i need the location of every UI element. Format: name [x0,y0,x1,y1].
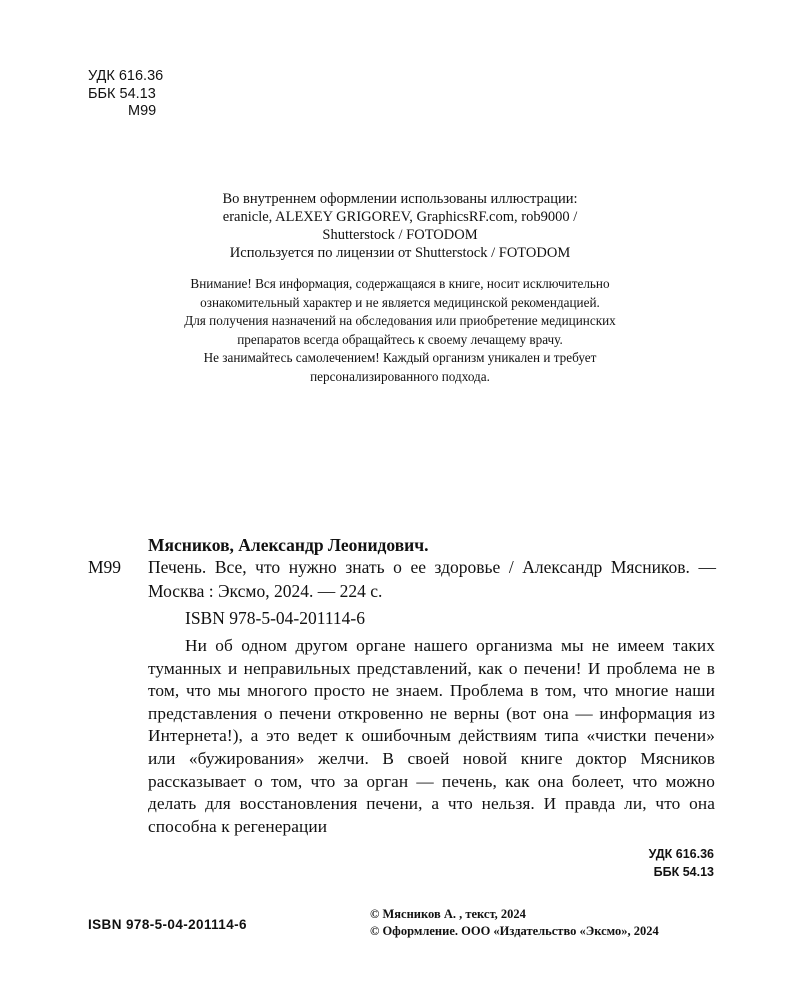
book-annotation: Ни об одном другом органе нашего организма мы не имеем таких туманных и неправильных представлений, как о печени! И проблема не в том, что мы многого просто не знаем. Проблема в том, что многие наши представления о печени откровенно не верны (вот она — информация из Интернета!), а это ведет к ошибочным действиям типа «чистки печени» или «бужирования» желчи. В своей новой книге доктор Мясников рассказывает о том, что за орган — печень, как она болеет, что можно делать для восстановления печени, а что нельзя. И правда ли, что она способна к регенерации [148,636,715,836]
catalog-udk: УДК 616.36 [648,847,714,861]
credits-line: Shutterstock / FOTODOM [322,227,478,243]
credits-line: eranicle, ALEXEY GRIGOREV, GraphicsRF.com, rob9000 / [222,209,578,225]
credits-line: Во внутреннем оформлении использованы иллюстрации: [222,191,578,207]
author-mark: М99 [128,103,157,119]
disclaimer-line: персонализированного подхода. [310,368,490,384]
footer-isbn: ISBN 978-5-04-201114-6 [88,917,247,932]
illustration-credits [100,190,700,262]
catalog-bbk: ББК 54.13 [653,865,714,879]
disclaimer-line: Внимание! Вся информация, содержащаяся в книге, носит исключительно [190,276,610,291]
disclaimer-line: Не занимайтесь самолечением! Каждый организм уникален и требует [203,350,597,365]
catalog-classification [649,845,714,881]
udk-code: УДК 616.36 [88,68,164,84]
catalog-isbn: ISBN 978-5-04-201114-6 [185,608,366,628]
bibliographic-entry: Печень. Все, что нужно знать о ее здоровье / Александр Мясников. — Москва : Эксмо, 2024. — 224 с. [148,557,716,601]
medical-disclaimer [60,275,740,386]
copyright-text: © Мясников А. , текст, 2024 [370,907,526,921]
catalog-author-mark: М99 [88,557,122,577]
copyright-design: © Оформление. ООО «Издательство «Эксмо», 2024 [370,924,659,938]
bbk-code: ББК 54.13 [88,85,156,102]
classification-block [88,68,163,121]
copyright-block [370,906,715,940]
credits-line: Используется по лицензии от Shutterstock / FOTODOM [229,245,571,261]
disclaimer-line: ознакомительный характер и не является медицинской рекомендацией. [200,294,600,310]
disclaimer-line: препаратов всегда обращайтесь к своему лечащему врачу. [237,331,563,347]
disclaimer-line: Для получения назначений на обследования или приобретение медицинских [184,313,616,328]
author-heading: Мясников, Александр Леонидович. [148,535,429,555]
